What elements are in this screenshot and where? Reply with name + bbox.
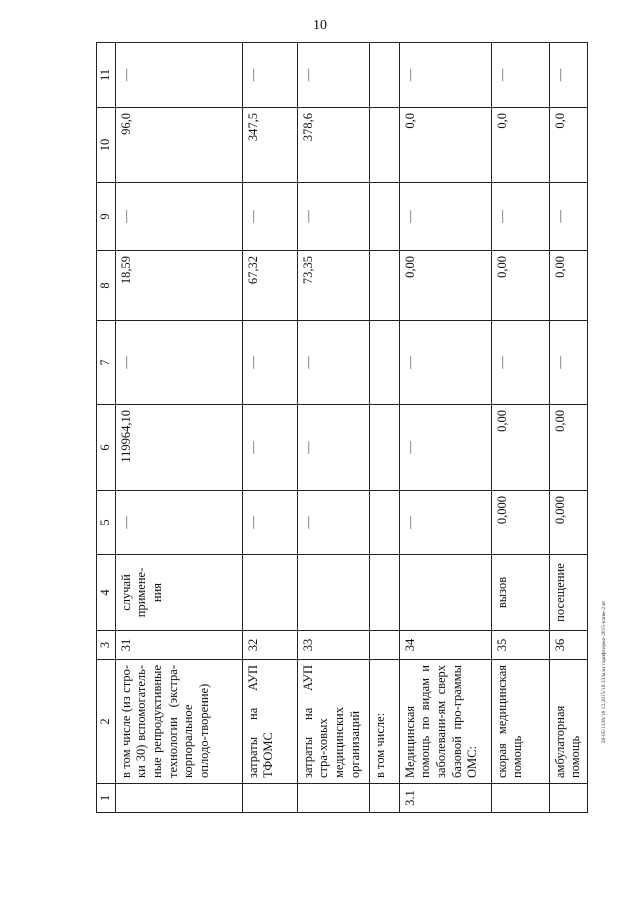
cell-line-number: 35 <box>491 631 549 660</box>
cell-col5: — <box>242 491 297 555</box>
cell-col5 <box>369 491 399 555</box>
cell-col6: — <box>297 405 369 491</box>
table-row <box>399 43 491 813</box>
cell-col6: — <box>399 405 491 491</box>
cell-col10: 0,0 <box>549 108 587 183</box>
cell-unit <box>297 555 369 631</box>
cell-line-number: 34 <box>399 631 491 660</box>
cell-col9: — <box>115 183 242 251</box>
cell-line-number: 36 <box>549 631 587 660</box>
table-row <box>115 43 242 813</box>
cell-col8: 0,00 <box>549 251 587 321</box>
cell-line-number: 33 <box>297 631 369 660</box>
cell-col8: 18,59 <box>115 251 242 321</box>
cell-col8 <box>369 251 399 321</box>
table-header-row <box>97 43 116 813</box>
cell-col11: — <box>549 43 587 108</box>
cell-col11: — <box>491 43 549 108</box>
table-row <box>242 43 297 813</box>
table-row <box>369 43 399 813</box>
header-cell: 3 <box>97 631 116 660</box>
cell-col8: 0,00 <box>399 251 491 321</box>
header-cell: 10 <box>97 108 116 183</box>
cell-col9: — <box>491 183 549 251</box>
cell-col7: — <box>399 321 491 405</box>
table-row <box>297 43 369 813</box>
cell-col5: — <box>297 491 369 555</box>
cell-col10: 0,0 <box>491 108 549 183</box>
cell-col6: 0,00 <box>549 405 587 491</box>
footer-stamp: 20-05/1336/16 12.2015/16 33/млн тарифтермо-2015-капм-2 вт <box>601 600 607 744</box>
cell-col5: — <box>115 491 242 555</box>
cell-unit <box>399 555 491 631</box>
page-number: 10 <box>313 18 327 33</box>
rotated-table-frame <box>96 43 583 813</box>
header-cell: 5 <box>97 491 116 555</box>
cell-unit <box>242 555 297 631</box>
cell-section: 3.1 <box>399 784 491 813</box>
cell-col9 <box>369 183 399 251</box>
cell-col7: — <box>242 321 297 405</box>
cell-description: затраты на АУП ТФОМС <box>242 660 297 784</box>
rotated-table-container <box>96 43 583 813</box>
cell-col10: 347,5 <box>242 108 297 183</box>
cell-col9: — <box>242 183 297 251</box>
table-row <box>549 43 587 813</box>
cell-col11: — <box>399 43 491 108</box>
cell-line-number <box>369 631 399 660</box>
header-cell: 8 <box>97 251 116 321</box>
header-cell: 2 <box>97 660 116 784</box>
cell-section <box>491 784 549 813</box>
cell-col8: 67,32 <box>242 251 297 321</box>
cell-section <box>115 784 242 813</box>
header-cell: 6 <box>97 405 116 491</box>
header-cell: 4 <box>97 555 116 631</box>
cell-description: затраты на АУП стра-ховых медицинских организаций <box>297 660 369 784</box>
cell-col9: — <box>549 183 587 251</box>
cell-line-number: 31 <box>115 631 242 660</box>
cell-col7: — <box>549 321 587 405</box>
cell-col5: — <box>399 491 491 555</box>
cell-description: амбулаторная помощь <box>549 660 587 784</box>
cell-col10: 96,0 <box>115 108 242 183</box>
cell-col11: — <box>115 43 242 108</box>
cell-col9: — <box>399 183 491 251</box>
data-table <box>96 42 588 813</box>
cell-col7 <box>369 321 399 405</box>
cell-unit: посещение <box>549 555 587 631</box>
cell-unit <box>369 555 399 631</box>
cell-col6 <box>369 405 399 491</box>
cell-description: в том числе: <box>369 660 399 784</box>
cell-unit: случай примене-ния <box>115 555 242 631</box>
cell-col11 <box>369 43 399 108</box>
cell-col7: — <box>491 321 549 405</box>
header-cell: 11 <box>97 43 116 108</box>
cell-line-number: 32 <box>242 631 297 660</box>
cell-section <box>549 784 587 813</box>
cell-col10: 0,0 <box>399 108 491 183</box>
cell-unit: вызов <box>491 555 549 631</box>
cell-col6: — <box>242 405 297 491</box>
header-cell: 1 <box>97 784 116 813</box>
cell-col5: 0,000 <box>549 491 587 555</box>
cell-col9: — <box>297 183 369 251</box>
cell-description: скорая медицинская помощь <box>491 660 549 784</box>
cell-col6: 119964,10 <box>115 405 242 491</box>
cell-col10: 378,6 <box>297 108 369 183</box>
cell-col11: — <box>297 43 369 108</box>
header-cell: 7 <box>97 321 116 405</box>
table-row <box>491 43 549 813</box>
cell-section <box>369 784 399 813</box>
cell-col6: 0,00 <box>491 405 549 491</box>
cell-col8: 0,00 <box>491 251 549 321</box>
cell-col5: 0,000 <box>491 491 549 555</box>
cell-section <box>242 784 297 813</box>
cell-description: в том числе (из стро-ки 30) вспомогатель-ные репродуктивные технологии (экстра-корпоральное оплодо-творение) <box>115 660 242 784</box>
header-cell: 9 <box>97 183 116 251</box>
cell-col7: — <box>297 321 369 405</box>
cell-description: Медицинская помощь по видам и заболевани-ям сверх базовой про-граммы ОМС: <box>399 660 491 784</box>
cell-col10 <box>369 108 399 183</box>
cell-col11: — <box>242 43 297 108</box>
cell-col7: — <box>115 321 242 405</box>
cell-col8: 73,35 <box>297 251 369 321</box>
cell-section <box>297 784 369 813</box>
